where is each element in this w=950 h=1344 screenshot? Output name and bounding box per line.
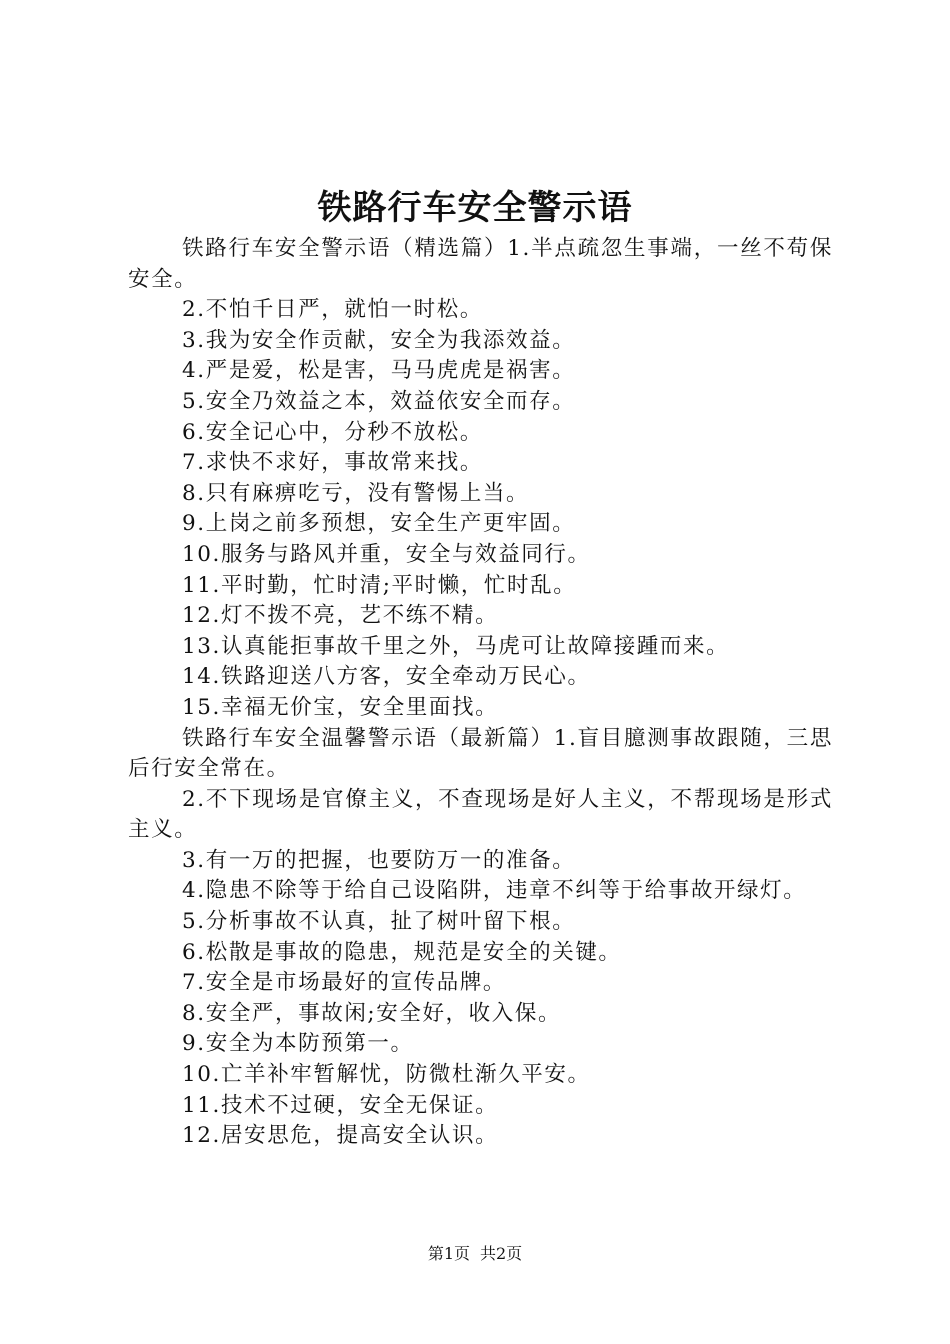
paragraph: 7.求快不求好，事故常来找。 [182,450,483,476]
paragraph: 6.安全记心中，分秒不放松。 [182,419,483,445]
paragraph: 12.灯不拨不亮，艺不练不精。 [182,603,499,629]
paragraph: 5.分析事故不认真，扯了树叶留下根。 [182,909,576,935]
paragraph: 铁路行车安全警示语（精选篇）1.半点疏忽生事端，一丝不苟保安全。 [128,236,833,292]
paragraph: 铁路行车安全温馨警示语（最新篇）1.盲目臆测事故跟随，三思后行安全常在。 [128,725,833,782]
paragraph: 6.松散是事故的隐患，规范是安全的关键。 [182,939,622,965]
paragraph: 11.技术不过硬，安全无保证。 [182,1092,499,1118]
page-total: 共2页 [480,1244,523,1263]
paragraph: 12.居安思危，提高安全认识。 [182,1123,499,1149]
paragraph: 14.铁路迎送八方客，安全牵动万民心。 [182,664,591,690]
paragraph: 7.安全是市场最好的宣传品牌。 [182,970,507,996]
document-body [128,234,833,1152]
paragraph: 11.平时勤，忙时清;平时懒，忙时乱。 [182,572,577,598]
paragraph: 4.隐患不除等于给自己设陷阱，违章不纠等于给事故开绿灯。 [182,878,807,904]
paragraph: 3.有一万的把握，也要防万一的准备。 [182,847,576,873]
paragraph: 10.服务与路风并重，安全与效益同行。 [182,541,591,567]
paragraph: 5.安全乃效益之本，效益依安全而存。 [182,388,576,414]
paragraph: 2.不下现场是官僚主义，不查现场是好人主义，不帮现场是形式主义。 [128,786,833,843]
paragraph: 10.亡羊补牢暂解忧，防微杜渐久平安。 [182,1062,591,1088]
paragraph: 4.严是爱，松是害，马马虎虎是祸害。 [182,358,576,384]
page-footer [0,1243,950,1265]
paragraph: 2.不怕千日严，就怕一时松。 [182,297,483,323]
paragraph: 13.认真能拒事故千里之外，马虎可让故障接踵而来。 [182,633,730,659]
paragraph: 9.安全为本防预第一。 [182,1031,414,1057]
paragraph: 3.我为安全作贡献，安全为我添效益。 [182,327,576,353]
paragraph: 15.幸福无价宝，安全里面找。 [182,694,499,720]
paragraph: 8.只有麻痹吃亏，没有警惕上当。 [182,480,530,506]
document-title: 铁路行车安全警示语 [317,188,633,228]
page-number: 第1页 [427,1244,470,1263]
paragraph: 9.上岗之前多预想，安全生产更牢固。 [182,511,576,537]
paragraph: 8.安全严，事故闲;安全好，收入保。 [182,1000,562,1026]
